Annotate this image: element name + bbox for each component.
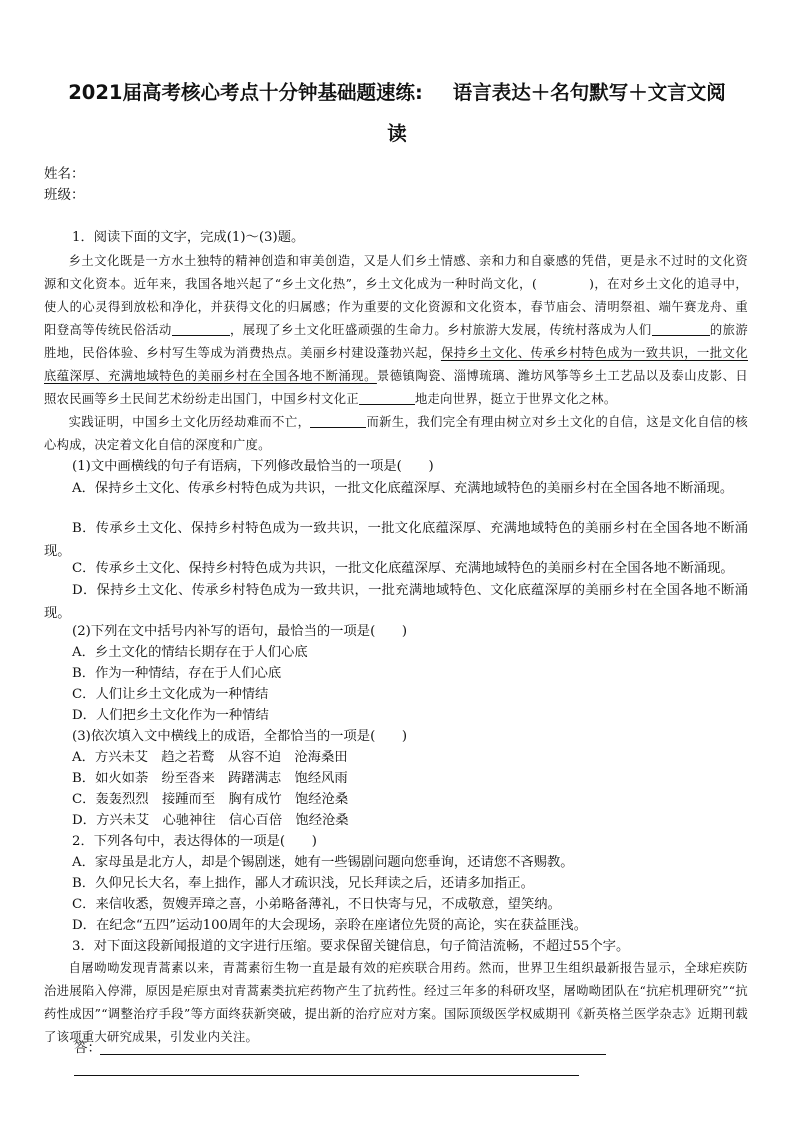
question-1-passage xyxy=(44,250,748,457)
sub-question-2-stem: (2)下列在文中括号内补写的语句，最恰当的一项是( ) xyxy=(72,624,408,639)
class-label: 班级： xyxy=(44,187,85,203)
passage-paragraph-1 xyxy=(44,250,748,411)
passage-text: 乡土文化既是一方水土独特的精神创造和审美创造，又是人们乡土情感、亲和力和自豪感的凭借，更是永不过时的文化资源和文化资本。近年来，我国各地兴起了“乡土文化热”，乡土文化成为一种时尚文化，( xyxy=(44,254,748,291)
answer-label: 答： xyxy=(74,1040,101,1056)
passage-text: 地走向世界，挺立于世界文化之林。 xyxy=(414,392,617,406)
sub-question-2-option-a: A．乡土文化的情结长期存在于人们心底 xyxy=(72,645,308,660)
question-2-stem: 2．下列各句中，表达得体的一项是( ) xyxy=(72,834,317,849)
news-passage: 自屠呦呦发现青蒿素以来，青蒿素衍生物一直是最有效的疟疾联合用药。然而，世界卫生组织最新报告显示，全球疟疾防治进展陷入停滞，原因是疟原虫对青蒿素类抗疟药物产生了抗药性。经过三年多的科研攻坚，屠呦呦团队在“抗疟机理研究”“抗药性成因”“调整治疗手段”等方面终获新突破，提出新的治疗应对方案。国际顶级医学权威期刊《新英格兰医学杂志》近期刊载了该项重大研究成果，引发业内关注。 xyxy=(44,961,748,1044)
sub-question-2-option-b: B．作为一种情结，存在于人们心底 xyxy=(72,666,282,681)
question-2-option-d: D．在纪念“五四”运动100周年的大会现场，亲聆在座诸位先贤的高论，实在获益匪浅。 xyxy=(72,918,588,933)
question-2-option-a: A．家母虽是北方人，却是个锡剧迷，她有一些锡剧问题向您垂询，还请您不吝赐教。 xyxy=(72,855,574,870)
answer-line-2[interactable] xyxy=(74,1075,579,1076)
sub-question-3-stem: (3)依次填入文中横线上的成语，全都恰当的一项是( ) xyxy=(72,729,408,744)
sub-question-3-option-b: B．如火如荼 纷至沓来 踌躇满志 饱经风雨 xyxy=(72,771,348,786)
name-label: 姓名： xyxy=(44,166,85,182)
title-part-1: 2021届高考核心考点十分钟基础题速练: xyxy=(68,81,423,104)
question-1-stem: 1．阅读下面的文字，完成(1)～(3)题。 xyxy=(72,230,305,245)
passage-text: 实践证明，中国乡土文化历经劫难而不亡， xyxy=(68,415,311,429)
question-2-option-b: B．久仰兄长大名，奉上拙作，鄙人才疏识浅，兄长拜读之后，还请多加指正。 xyxy=(72,876,534,891)
passage-text: 的旅游胜地，民俗体验、乡村写生等成为消费热点。美丽乡村建设蓬勃兴起， xyxy=(44,323,748,360)
passage-text: ，展现了乡土文化旺盛顽强的生命力。乡村旅游大发展，传统村落成为人们 xyxy=(229,323,652,337)
title-part-2: 语言表达＋名句默写＋文言文阅 xyxy=(452,81,726,104)
sub-question-1-option-c: C．传承乡土文化、保持乡村特色成为共识，一批文化底蕴深厚、充满地域特色的美丽乡村在全国各地不断涌现。 xyxy=(72,561,734,576)
question-3-passage xyxy=(44,957,748,1049)
sub-question-3-option-a: A．方兴未艾 趋之若鹜 从容不迫 沧海桑田 xyxy=(72,750,348,765)
idiom-blank-2 xyxy=(652,320,710,336)
sub-question-2-option-c: C．人们让乡土文化成为一种情结 xyxy=(72,687,269,702)
page-title xyxy=(40,72,754,154)
sub-question-1-stem: (1)文中画横线的句子有语病，下列修改最恰当的一项是( ) xyxy=(72,459,434,474)
sub-question-1-option-d: D．保持乡土文化、传承乡村特色成为一致共识，一批充满地域特色、文化底蕴深厚的美丽乡村在全国各地不断涌现。 xyxy=(44,583,748,621)
title-part-3: 读 xyxy=(387,122,407,145)
passage-text: 景德镇陶瓷、淄博琉璃、潍坊风筝等乡土工艺品以及泰山皮影、日照农民画等乡土民间艺术纷纷走出国门，中国乡村文化正 xyxy=(44,369,749,406)
underlined-sentence: 保持乡土文化、传承乡村特色成为一致共识，一批文化底蕴深厚、充满地域特色的美丽乡村在全国各地不断涌现。 xyxy=(44,346,748,383)
sub-question-3-option-c: C．轰轰烈烈 接踵而至 胸有成竹 饱经沧桑 xyxy=(72,792,349,807)
idiom-blank-1 xyxy=(172,320,230,336)
passage-text: )，在对乡土文化的追寻中，使人的心灵得到放松和净化，并获得文化的归属感；作为重要的文化资源和文化资本，春节庙会、清明祭祖、端午赛龙舟、重阳登高等传统民俗活动 xyxy=(44,277,748,337)
question-2-option-c: C．来信收悉，贺嫂弄璋之喜，小弟略备薄礼，不日快寄与兄，不成敬意，望笑纳。 xyxy=(72,897,561,912)
idiom-blank-4 xyxy=(310,412,366,428)
sub-question-1-option-b: B．传承乡土文化、保持乡村特色成为一致共识，一批文化底蕴深厚、充满地域特色的美丽乡村在全国各地不断涌现。 xyxy=(44,521,748,559)
sub-question-2-option-d: D．人们把乡土文化作为一种情结 xyxy=(72,708,269,723)
sub-question-3-option-d: D．方兴未艾 心驰神往 信心百倍 饱经沧桑 xyxy=(72,813,349,828)
sub-question-1-option-a: A．保持乡土文化、传承乡村特色成为共识，一批文化底蕴深厚、充满地域特色的美丽乡村在全国各地不断涌现。 xyxy=(72,481,734,496)
question-3-stem: 3．对下面这段新闻报道的文字进行压缩。要求保留关键信息，句子简洁流畅，不超过55个字。 xyxy=(72,939,630,954)
idiom-blank-3 xyxy=(359,389,415,405)
passage-text: 而新生，我们完全有理由树立对乡土文化的自信，这是文化自信的核心构成，决定着文化自信的深度和广度。 xyxy=(44,415,748,452)
answer-line-1[interactable] xyxy=(100,1054,606,1055)
passage-paragraph-2 xyxy=(44,411,748,457)
